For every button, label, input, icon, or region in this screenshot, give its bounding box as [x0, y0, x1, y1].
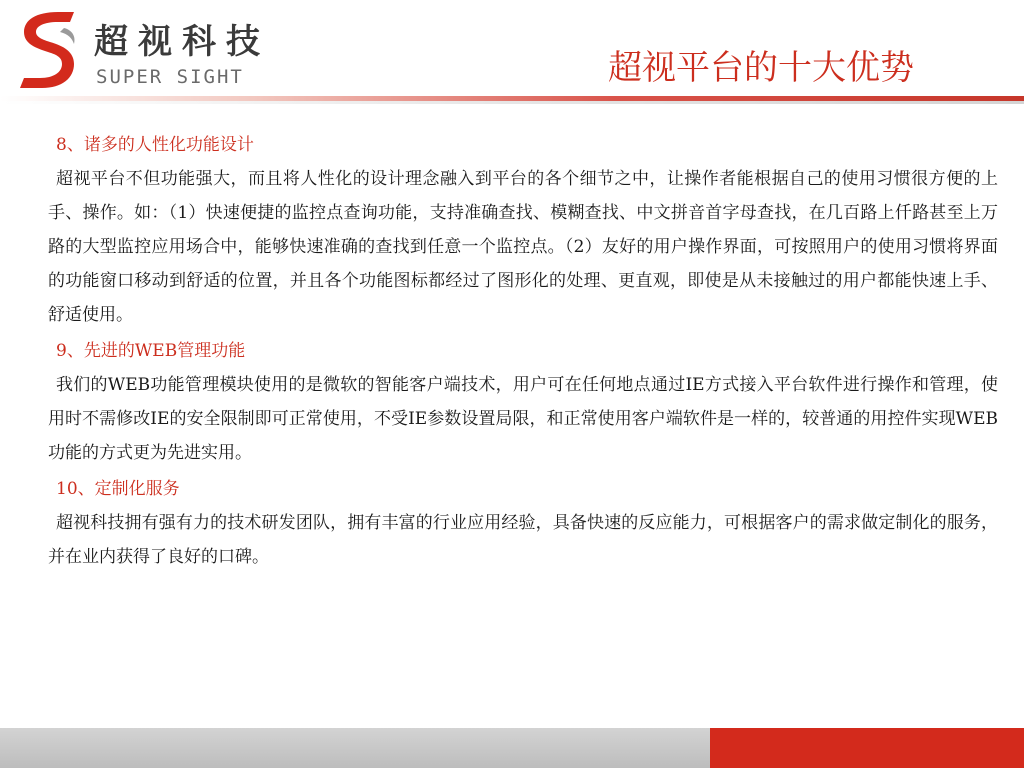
- section-body: 超视平台不但功能强大，而且将人性化的设计理念融入到平台的各个细节之中，让操作者能根据自己的使用习惯很方便的上手、操作。如：（1）快速便捷的监控点查询功能，支持准确查找、模糊查找、中文拼音首字母查找，在几百路上仟路甚至上万路的大型监控应用场合中，能够快速准确的查找到任意一个监控点。（2）友好的用户操作界面，可按照用户的使用习惯将界面的功能窗口移动到舒适的位置，并且各个功能图标都经过了图形化的处理、更直观，即使是从未接触过的用户都能快速上手、舒适使用。: [48, 169, 998, 325]
- section-body: 超视科技拥有强有力的技术研发团队，拥有丰富的行业应用经验，具备快速的反应能力，可根据客户的需求做定制化的服务，并在业内获得了良好的口碑。: [48, 513, 998, 567]
- footer-bar-red: [710, 728, 1024, 768]
- header-divider-shadow: [0, 101, 1024, 104]
- page-title: 超视平台的十大优势: [608, 48, 914, 88]
- logo-english-name: SUPER SIGHT: [96, 66, 244, 88]
- super-sight-logo-icon: [14, 8, 80, 92]
- company-logo: [14, 8, 274, 92]
- slide-content: [48, 128, 998, 576]
- footer-bar-gray: [0, 728, 710, 768]
- section-8: [48, 128, 998, 332]
- section-heading: 10、定制化服务: [56, 479, 180, 499]
- slide-header: [0, 0, 1024, 100]
- section-10: [48, 472, 998, 574]
- section-9: [48, 334, 998, 470]
- section-body: 我们的WEB功能管理模块使用的是微软的智能客户端技术，用户可在任何地点通过IE方式接入平台软件进行操作和管理，使用时不需修改IE的安全限制即可正常使用，不受IE参数设置局限，和正常使用客户端软件是一样的，较普通的用控件实现WEB功能的方式更为先进实用。: [48, 375, 998, 463]
- logo-chinese-name: 超视科技: [94, 22, 270, 62]
- section-heading: 9、先进的WEB管理功能: [56, 341, 246, 361]
- section-heading: 8、诸多的人性化功能设计: [56, 135, 254, 155]
